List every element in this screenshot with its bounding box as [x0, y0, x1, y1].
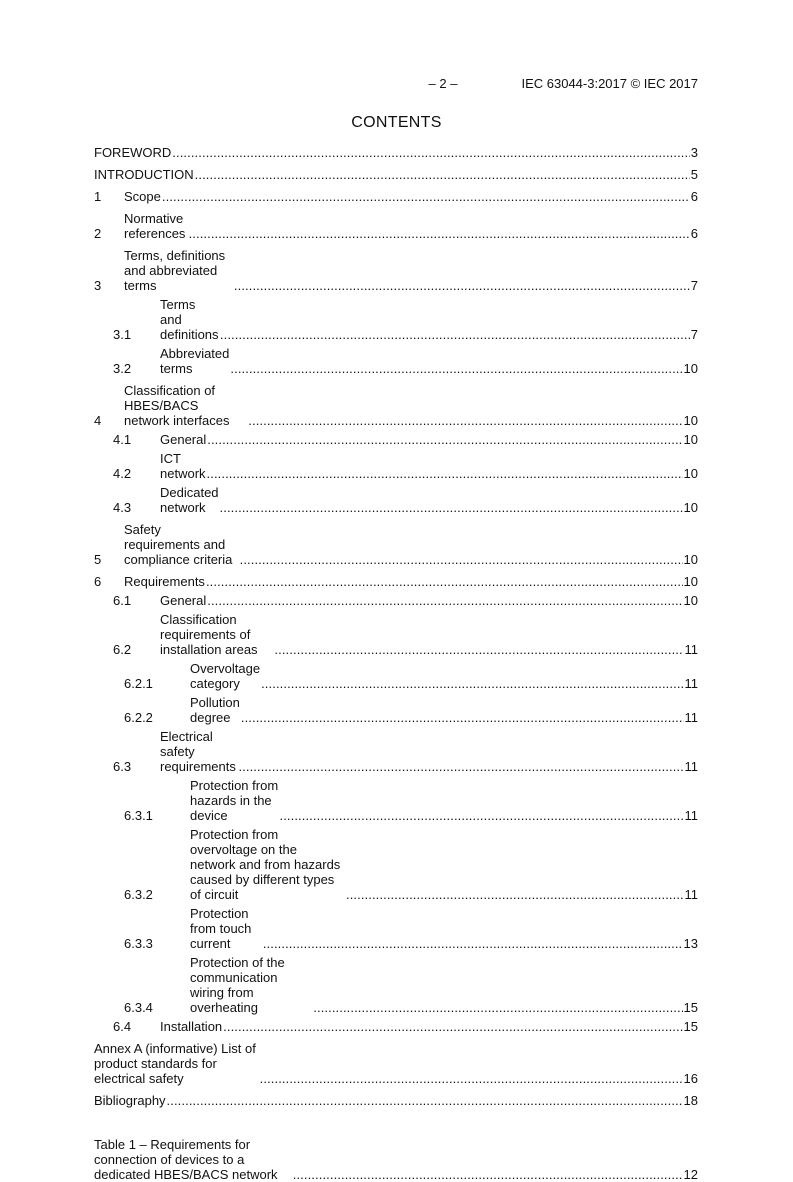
toc-entry[interactable] — [94, 383, 698, 428]
toc-entry[interactable] — [94, 955, 698, 1015]
dot-leader — [241, 710, 684, 725]
toc-entry-number: 3.2 — [113, 361, 132, 376]
toc-entry-number: 3 — [94, 278, 102, 293]
toc-entry-page: 10 — [683, 361, 698, 376]
toc-entry-title: Annex A (informative) List of product standards for electrical safety — [94, 1041, 256, 1086]
dot-leader — [207, 432, 682, 447]
toc-entry-page: 3 — [690, 145, 698, 160]
dot-leader — [263, 936, 683, 951]
toc-entry-number: 6 — [94, 574, 102, 589]
dot-leader — [223, 1019, 682, 1034]
toc-entry-number: 6.3.3 — [124, 936, 153, 951]
toc-entry-title: Protection of the communication wiring from overheating — [190, 955, 285, 1015]
toc-entry-title: Pollution degree — [190, 695, 240, 725]
list-of-tables-entry[interactable] — [94, 1137, 698, 1182]
dot-leader — [220, 327, 690, 342]
toc-entry-page: 12 — [683, 1167, 698, 1182]
toc-entry-page: 11 — [684, 759, 698, 774]
toc-entry-title: INTRODUCTION — [94, 167, 194, 182]
toc-entry[interactable] — [94, 346, 698, 376]
dot-leader — [234, 278, 690, 293]
dot-leader — [207, 466, 683, 481]
toc-entry[interactable] — [94, 248, 698, 293]
dot-leader — [346, 887, 684, 902]
toc-entry-title: Protection from touch current — [190, 906, 252, 951]
toc-entry-number: 6.1 — [113, 593, 132, 608]
toc-entry-number: 4.2 — [113, 466, 132, 481]
dot-leader — [293, 1167, 683, 1182]
toc-entry[interactable] — [94, 297, 698, 342]
toc-entry[interactable] — [94, 1019, 698, 1034]
toc-entry[interactable] — [94, 827, 698, 902]
toc-entry-title: Terms, definitions and abbreviated terms — [124, 248, 226, 293]
dot-leader — [189, 226, 690, 241]
toc-entry-title: Dedicated network — [160, 485, 219, 515]
toc-entry-title: FOREWORD — [94, 145, 172, 160]
toc-entry-page: 10 — [683, 552, 698, 567]
toc-entry-page: 6 — [690, 189, 698, 204]
toc-entry-page: 11 — [684, 676, 698, 691]
toc-entry-number: 5 — [94, 552, 102, 567]
toc-entry-title: Protection from overvoltage on the network and from hazards caused by different types of circuit — [190, 827, 341, 902]
toc-entry-page: 7 — [690, 327, 698, 342]
toc-entry-page: 10 — [683, 466, 698, 481]
toc-entry-number: 2 — [94, 226, 102, 241]
toc-entry-number: 6.3.2 — [124, 887, 153, 902]
dot-leader — [230, 361, 682, 376]
toc-entry-title: Protection from hazards in the device — [190, 778, 279, 823]
toc-entry-page: 16 — [683, 1071, 698, 1086]
toc-entry-page: 10 — [683, 413, 698, 428]
toc-entry[interactable] — [94, 695, 698, 725]
toc-entry[interactable] — [94, 778, 698, 823]
toc-entry[interactable] — [94, 729, 698, 774]
toc-entry[interactable] — [94, 167, 698, 182]
toc-entry-page: 15 — [683, 1019, 698, 1034]
dot-leader — [206, 574, 683, 589]
toc-entry-page: 10 — [683, 432, 698, 447]
toc-entry[interactable] — [94, 661, 698, 691]
toc-entry-page: 5 — [690, 167, 698, 182]
toc-entry-number: 6.3 — [113, 759, 132, 774]
dot-leader — [172, 145, 689, 160]
dot-leader — [313, 1000, 682, 1015]
toc-entry-page: 10 — [683, 500, 698, 515]
toc-entry-number: 6.4 — [113, 1019, 132, 1034]
toc-entry-page: 7 — [690, 278, 698, 293]
dot-leader — [248, 413, 682, 428]
toc-entry-title: Table 1 – Requirements for connection of devices to a dedicated HBES/BACS network — [94, 1137, 278, 1182]
toc-entry-page: 13 — [683, 936, 698, 951]
dot-leader — [261, 676, 683, 691]
toc-entry-title: General — [160, 593, 207, 608]
toc-entry-number: 6.2 — [113, 642, 132, 657]
toc-entry-title: Requirements — [124, 574, 205, 589]
dot-leader — [260, 1071, 683, 1086]
toc-entry[interactable] — [94, 574, 698, 589]
toc-entry[interactable] — [94, 432, 698, 447]
toc-entry-title: Terms and definitions — [160, 297, 219, 342]
toc-entry-number: 3.1 — [113, 327, 132, 342]
dot-leader — [240, 552, 683, 567]
toc-entry-page: 11 — [684, 710, 698, 725]
dot-leader — [162, 189, 690, 204]
toc-entry[interactable] — [94, 145, 698, 160]
toc-entry[interactable] — [94, 593, 698, 608]
toc-entry[interactable] — [94, 485, 698, 515]
toc-entry[interactable] — [94, 906, 698, 951]
toc-entry-number: 6.3.4 — [124, 1000, 153, 1015]
toc-entry-page: 10 — [683, 574, 698, 589]
toc-entry[interactable] — [94, 1093, 698, 1108]
page-number: – 2 – — [428, 76, 458, 91]
document-reference: IEC 63044-3:2017 © IEC 2017 — [521, 76, 698, 91]
toc-entry-page: 11 — [684, 808, 698, 823]
dot-leader — [274, 642, 683, 657]
contents-title: CONTENTS — [351, 114, 442, 131]
toc-entry-title: Electrical safety requirements — [160, 729, 236, 774]
dot-leader — [220, 500, 683, 515]
dot-leader — [207, 593, 682, 608]
dot-leader — [195, 167, 690, 182]
table-of-contents — [94, 143, 698, 1182]
toc-entry-page: 11 — [684, 887, 698, 902]
toc-entry-number: 4.1 — [113, 432, 132, 447]
toc-entry[interactable] — [94, 522, 698, 567]
dot-leader — [279, 808, 683, 823]
toc-entry[interactable] — [94, 612, 698, 657]
toc-entry-number: 4 — [94, 413, 102, 428]
toc-entry[interactable] — [94, 189, 698, 204]
toc-entry-title: Classification requirements of installation areas — [160, 612, 258, 657]
dot-leader — [238, 759, 683, 774]
toc-entry-title: Bibliography — [94, 1093, 166, 1108]
dot-leader — [167, 1093, 683, 1108]
toc-entry-number: 6.2.1 — [124, 676, 153, 691]
toc-entry-title: Scope — [124, 189, 161, 204]
toc-entry[interactable] — [94, 1041, 698, 1086]
toc-entry-title: Installation — [160, 1019, 223, 1034]
toc-entry-title: General — [160, 432, 207, 447]
toc-entry-number: 6.2.2 — [124, 710, 153, 725]
toc-entry-title: Overvoltage category — [190, 661, 261, 691]
toc-entry-title: Abbreviated terms — [160, 346, 230, 376]
toc-entry-number: 1 — [94, 189, 102, 204]
toc-entry-number: 4.3 — [113, 500, 132, 515]
toc-entry-page: 6 — [690, 226, 698, 241]
toc-entry[interactable] — [94, 451, 698, 481]
toc-entry-page: 11 — [684, 642, 698, 657]
toc-entry-title: Safety requirements and compliance criteria — [124, 522, 233, 567]
toc-entry-page: 10 — [683, 593, 698, 608]
toc-entry-page: 15 — [683, 1000, 698, 1015]
page-header — [93, 76, 698, 92]
toc-entry-title: ICT network — [160, 451, 206, 481]
toc-entry-title: Normative references — [124, 211, 186, 241]
toc-entry-page: 18 — [683, 1093, 698, 1108]
toc-entry[interactable] — [94, 211, 698, 241]
toc-entry-number: 6.3.1 — [124, 808, 153, 823]
toc-entry-title: Classification of HBES/BACS network interfaces — [124, 383, 230, 428]
